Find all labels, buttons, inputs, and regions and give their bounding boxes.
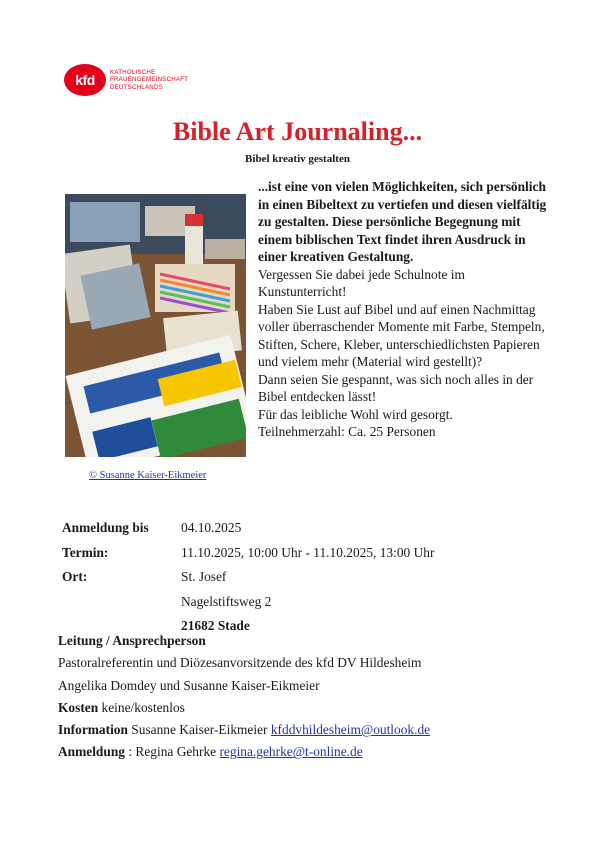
location-row [62, 565, 434, 590]
costs-label: Kosten [58, 699, 99, 715]
registration-deadline-label: Anmeldung bis [62, 520, 149, 535]
leitung-line-1: Pastoralreferentin und Diözesanvorsitzende des kfd DV Hildesheim [58, 655, 422, 671]
date-label: Termin: [62, 544, 109, 560]
kfd-logo-text [110, 69, 188, 92]
leitung-line-2: Angelika Domdey und Susanne Kaiser-Eikmeier [58, 677, 320, 693]
paragraph-4: Für das leibliche Wohl wird gesorgt. [258, 406, 453, 422]
intro-paragraph: ...ist eine von vielen Möglichkeiten, sich persönlich in einen Bibeltext zu vertiefen und diesen vielfältig zu gestalten. Diese persönliche Begegnung mit einem biblischen Text findet ihren Ausdruck in einer kreativen Gestaltung. [258, 179, 547, 264]
location-city: 21682 Stade [181, 618, 250, 633]
kfd-logo-mark: kfd [64, 64, 106, 96]
location-label: Ort: [62, 569, 88, 584]
event-details [62, 516, 434, 639]
paragraph-3: Dann seien Sie gespannt, was sich noch alles in der Bibel entdecken lässt! [258, 371, 534, 404]
location-name: St. Josef [181, 569, 227, 584]
registration-name: : Regina Gehrke [128, 744, 217, 760]
registration-row [58, 741, 430, 763]
photo-credit-link[interactable]: © Susanne Kaiser-Eikmeier [89, 470, 207, 481]
description [258, 178, 548, 441]
location-street-row [62, 590, 434, 615]
location-street: Nagelstiftsweg 2 [181, 593, 272, 609]
art-supplies-photo [65, 194, 246, 457]
kfd-logo [64, 64, 188, 96]
art-supplies-illustration [65, 194, 246, 457]
information-name: Susanne Kaiser-Eikmeier [131, 722, 268, 738]
logo-line-1: KATHOLISCHE [110, 68, 156, 76]
logo-line-2: FRAUENGEMEINSCHAFT [110, 76, 189, 84]
logo-line-3: DEUTSCHLANDS [110, 83, 163, 91]
date-row [62, 541, 434, 566]
costs-row [58, 697, 430, 719]
registration-deadline-value: 04.10.2025 [181, 520, 242, 535]
registration-label: Anmeldung [58, 744, 125, 760]
information-label: Information [58, 722, 128, 738]
page-title: Bible Art Journaling... [172, 117, 423, 146]
date-value: 11.10.2025, 10:00 Uhr - 11.10.2025, 13:00 Uhr [181, 544, 435, 560]
information-row [58, 719, 430, 741]
leitung-label: Leitung / Ansprechperson [58, 633, 206, 648]
page-subtitle: Bibel kreativ gestalten [245, 153, 350, 165]
costs-value: keine/kostenlos [101, 699, 185, 715]
registration-deadline-row [62, 516, 434, 541]
registration-email-link[interactable]: regina.gehrke@t-online.de [219, 744, 363, 760]
paragraph-1: Vergessen Sie dabei jede Schulnote im Kunstunterricht! [258, 266, 465, 299]
contact-section [58, 630, 430, 764]
paragraph-5: Teilnehmerzahl: Ca. 25 Personen [258, 424, 436, 439]
information-email-link[interactable]: kfddvhildesheim@outlook.de [270, 722, 431, 738]
paragraph-2: Haben Sie Lust auf Bibel und auf einen Nachmittag voller überraschender Momente mit Farbe, Stempeln, Stiften, Schere, Kleber, unterschiedlichsten Papieren und vielem mehr (Material wird gestellt)? [258, 301, 545, 369]
